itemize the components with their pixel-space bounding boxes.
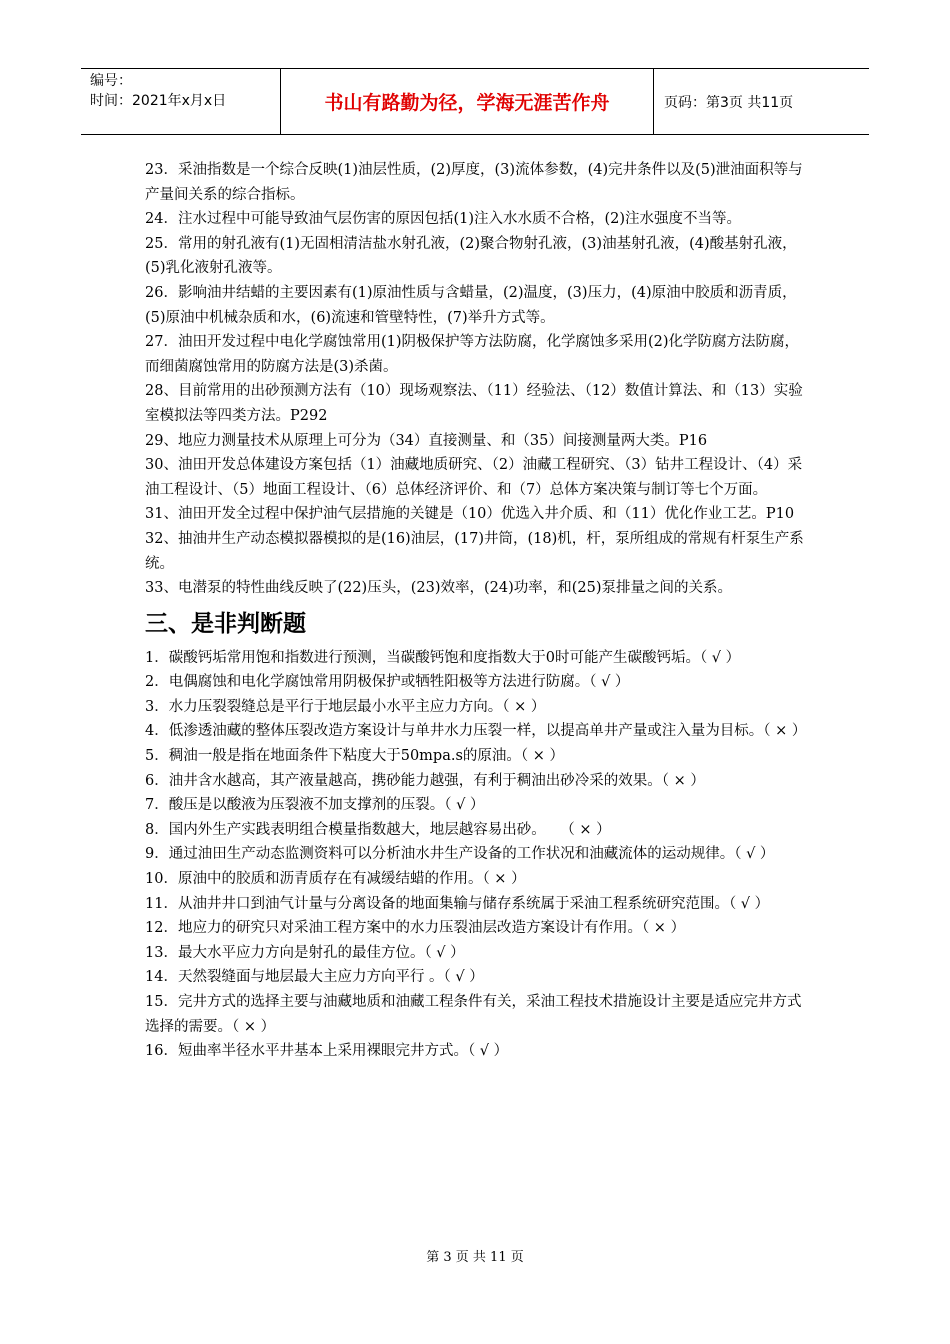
document-number-label: 编号： <box>90 73 132 89</box>
judge-item-4: 4．低渗透油藏的整体压裂改造方案设计与单井水力压裂一样，以提高单井产量或注入量为目标。（ × ） <box>145 723 807 740</box>
fill-item-30: 30、油田开发总体建设方案包括（1）油藏地质研究、（2）油藏工程研究、（3）钻井工程设计、（4）采油工程设计、（5）地面工程设计、（6）总体经济评价、和（7）总体方案决策与制订等七个万面。 <box>145 457 803 498</box>
document-time-label: 时间：2021年x月x日 <box>90 93 227 109</box>
judge-item-7: 7．酸压是以酸液为压裂液不加支撑剂的压裂。（ √ ） <box>145 797 485 814</box>
header-page-info: 页码：第3页 共11页 <box>664 94 794 111</box>
fill-item-33: 33、电潜泵的特性曲线反映了(22)压头，(23)效率，(24)功率，和(25)泵排量之间的关系。 <box>145 580 733 597</box>
judge-item-11: 11．从油井井口到油气计量与分离设备的地面集输与储存系统属于采油工程系统研究范围。（ √ ） <box>145 895 770 912</box>
judge-item-15: 15．完井方式的选择主要与油藏地质和油藏工程条件有关，采油工程技术措施设计主要是适应完井方式选择的需要。（ × ） <box>145 994 802 1035</box>
fill-item-31: 31、油田开发全过程中保护油气层措施的关键是（10）优选入井介质、和（11）优化作业工艺。P10 <box>145 506 795 523</box>
judge-item-12: 12．地应力的研究只对采油工程方案中的水力压裂油层改造方案设计有作用。（ × ） <box>145 920 686 937</box>
fill-item-25: 25．常用的射孔液有(1)无固相清洁盐水射孔液，(2)聚合物射孔液，(3)油基射孔液，(4)酸基射孔液，(5)乳化液射孔液等。 <box>145 235 797 277</box>
fill-item-23: 23．采油指数是一个综合反映(1)油层性质，(2)厚度，(3)流体参数，(4)完井条件以及(5)泄油面积等与产量间关系的综合指标。 <box>145 162 803 203</box>
page-header <box>81 68 869 135</box>
section-title: 三、是非判断题 <box>145 610 306 637</box>
judge-item-3: 3．水力压裂裂缝总是平行于地层最小水平主应力方向。（ × ） <box>145 698 546 715</box>
judge-item-6: 6．油井含水越高，其产液量越高，携砂能力越强，有利于稠油出砂冷采的效果。（ × ） <box>145 772 705 789</box>
page-footer: 第 3 页 共 11 页 <box>426 1250 524 1265</box>
fill-item-32: 32、抽油井生产动态模拟器模拟的是(16)油层，(17)井筒，(18)机，杆，泵所组成的常规有杆泵生产系统。 <box>145 530 804 572</box>
document-body <box>145 158 813 1064</box>
header-left-cell <box>81 69 280 134</box>
judge-item-5: 5．稠油一般是指在地面条件下粘度大于50mpa.s的原油。（ × ） <box>145 748 565 765</box>
fill-item-29: 29、地应力测量技术从原理上可分为（34）直接测量、和（35）间接测量两大类。P16 <box>145 432 708 449</box>
fill-item-24: 24．注水过程中可能导致油气层伤害的原因包括(1)注入水水质不合格，(2)注水强度不当等。 <box>145 211 742 228</box>
judge-item-13: 13．最大水平应力方向是射孔的最佳方位。（ √ ） <box>145 944 465 961</box>
judge-item-10: 10．原油中的胶质和沥青质存在有减缓结蜡的作用。（ × ） <box>145 871 526 888</box>
fill-item-27: 27．油田开发过程中电化学腐蚀常用(1)阴极保护等方法防腐，化学腐蚀多采用(2)化学防腐方法防腐，而细菌腐蚀常用的防腐方法是(3)杀菌。 <box>145 334 800 375</box>
judge-item-8: 8．国内外生产实践表明组合模量指数越大，地层越容易出砂。 （ × ） <box>145 821 611 838</box>
judge-item-9: 9．通过油田生产动态监测资料可以分析油水井生产设备的工作状况和油藏流体的运动规律。（ √ ） <box>145 846 775 863</box>
judge-item-16: 16．短曲率半径水平井基本上采用裸眼完井方式。（ √ ） <box>145 1043 509 1060</box>
fill-item-26: 26．影响油井结蜡的主要因素有(1)原油性质与含蜡量，(2)温度，(3)压力，(4)原油中胶质和沥青质，(5)原油中机械杂质和水，(6)流速和管壁特性，(7)举升方式等。 <box>145 284 797 326</box>
judge-item-1: 1．碳酸钙垢常用饱和指数进行预测，当碳酸钙饱和度指数大于0时可能产生碳酸钙垢。（ √ ） <box>145 649 741 666</box>
header-motto: 书山有路勤为径，学海无涯苦作舟 <box>280 69 654 134</box>
judge-item-14: 14．天然裂缝面与地层最大主应力方向平行 。（ √ ） <box>145 969 484 986</box>
fill-item-28: 28、目前常用的出砂预测方法有（10）现场观察法、（11）经验法、（12）数值计算法、和（13）实验室模拟法等四类方法。P292 <box>145 383 803 424</box>
judge-item-2: 2．电偶腐蚀和电化学腐蚀常用阴极保护或牺牲阳极等方法进行防腐。（ √ ） <box>145 674 630 691</box>
